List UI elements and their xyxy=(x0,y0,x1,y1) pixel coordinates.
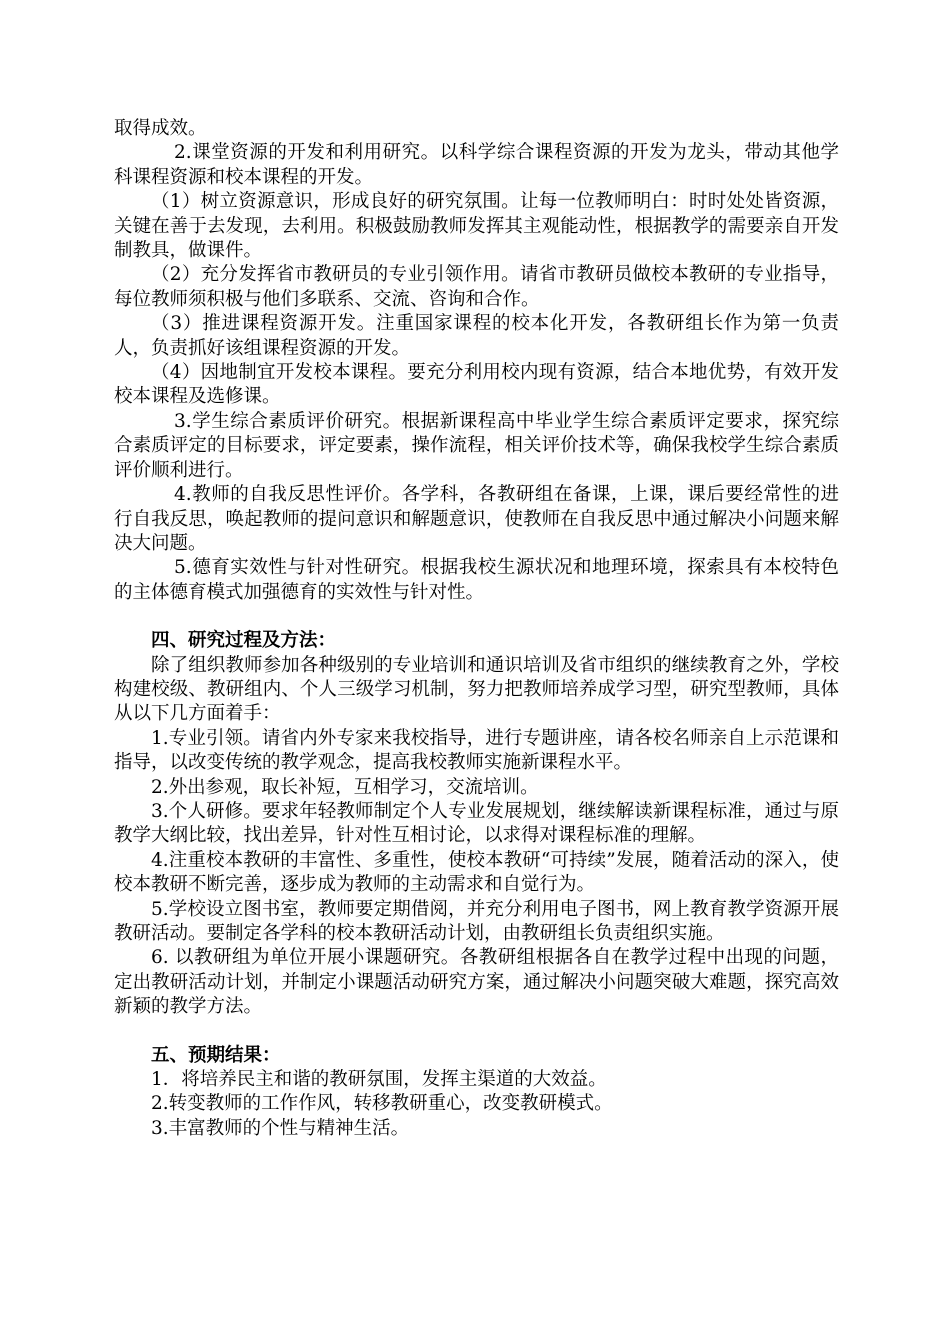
paragraph: （3）推进课程资源开发。注重国家课程的校本化开发，各教研组长作为第一负责人，负责抓好该组课程资源的开发。 xyxy=(114,313,839,359)
paragraph: 5.德育实效性与针对性研究。根据我校生源状况和地理环境，探索具有本校特色的主体德育模式加强德育的实效性与针对性。 xyxy=(114,557,839,603)
document-body xyxy=(114,117,839,1141)
paragraph: 2.外出参观，取长补短，互相学习，交流培训。 xyxy=(151,776,539,798)
section-heading: 五、预期结果： xyxy=(151,1044,281,1066)
paragraph: 2.转变教师的工作作风，转移教研重心，改变教研模式。 xyxy=(151,1093,613,1115)
paragraph: 2.课堂资源的开发和利用研究。以科学综合课程资源的开发为龙头，带动其他学科课程资源和校本课程的开发。 xyxy=(114,142,839,188)
paragraph: （2）充分发挥省市教研员的专业引领作用。请省市教研员做校本教研的专业指导，每位教师须积极与他们多联系、交流、咨询和合作。 xyxy=(114,264,839,310)
paragraph: 取得成效。 xyxy=(114,118,207,139)
paragraph: 3.学生综合素质评价研究。根据新课程高中毕业学生综合素质评定要求，探究综合素质评定的目标要求，评定要素，操作流程，相关评价技术等，确保我校学生综合素质评价顺利进行。 xyxy=(114,410,839,481)
paragraph: 1．将培养民主和谐的教研氛围，发挥主渠道的大效益。 xyxy=(151,1069,607,1091)
paragraph: 4.注重校本教研的丰富性、多重性，使校本教研“可持续”发展，随着活动的深入，使校本教研不断完善，逐步成为教师的主动需求和自觉行为。 xyxy=(114,849,839,896)
paragraph: 5.学校设立图书室，教师要定期借阅，并充分利用电子图书，网上教育教学资源开展教研活动。要制定各学科的校本教研活动计划，由教研组长负责组织实施。 xyxy=(114,898,839,944)
spacer xyxy=(114,605,839,629)
paragraph: 3.丰富教师的个性与精神生活。 xyxy=(151,1117,410,1139)
paragraph: （1）树立资源意识，形成良好的研究氛围。让每一位教师明白：时时处处皆资源，关键在善于去发现，去利用。积极鼓励教师发挥其主观能动性，根据教学的需要亲自开发制教具，做课件。 xyxy=(114,191,839,262)
paragraph: 6. 以教研组为单位开展小课题研究。各教研组根据各自在教学过程中出现的问题，定出教研活动计划，并制定小课题活动研究方案，通过解决小问题突破大难题，探究高效新颖的教学方法。 xyxy=(114,947,839,1018)
paragraph: 3.个人研修。要求年轻教师制定个人专业发展规划，继续解读新课程标准，通过与原教学大纲比较，找出差异，针对性互相讨论，以求得对课程标准的理解。 xyxy=(114,800,839,847)
spacer xyxy=(114,1020,839,1044)
paragraph: 1.专业引领。请省内外专家来我校指导，进行专题讲座，请各校名师亲自上示范课和指导，以改变传统的教学观念，提高我校教师实施新课程水平。 xyxy=(114,727,839,774)
section-heading: 四、研究过程及方法： xyxy=(151,630,337,652)
paragraph: 4.教师的自我反思性评价。各学科，各教研组在备课，上课，课后要经常性的进行自我反思，唤起教师的提问意识和解题意识，使教师在自我反思中通过解决小问题来解决大问题。 xyxy=(114,484,839,554)
paragraph: 除了组织教师参加各种级别的专业培训和通识培训及省市组织的继续教育之外，学校构建校级、教研组内、个人三级学习机制，努力把教师培养成学习型，研究型教师，具体从以下几方面着手： xyxy=(114,654,839,725)
paragraph: （4）因地制宜开发校本课程。要充分利用校内现有资源，结合本地优势，有效开发校本课程及选修课。 xyxy=(114,362,839,408)
